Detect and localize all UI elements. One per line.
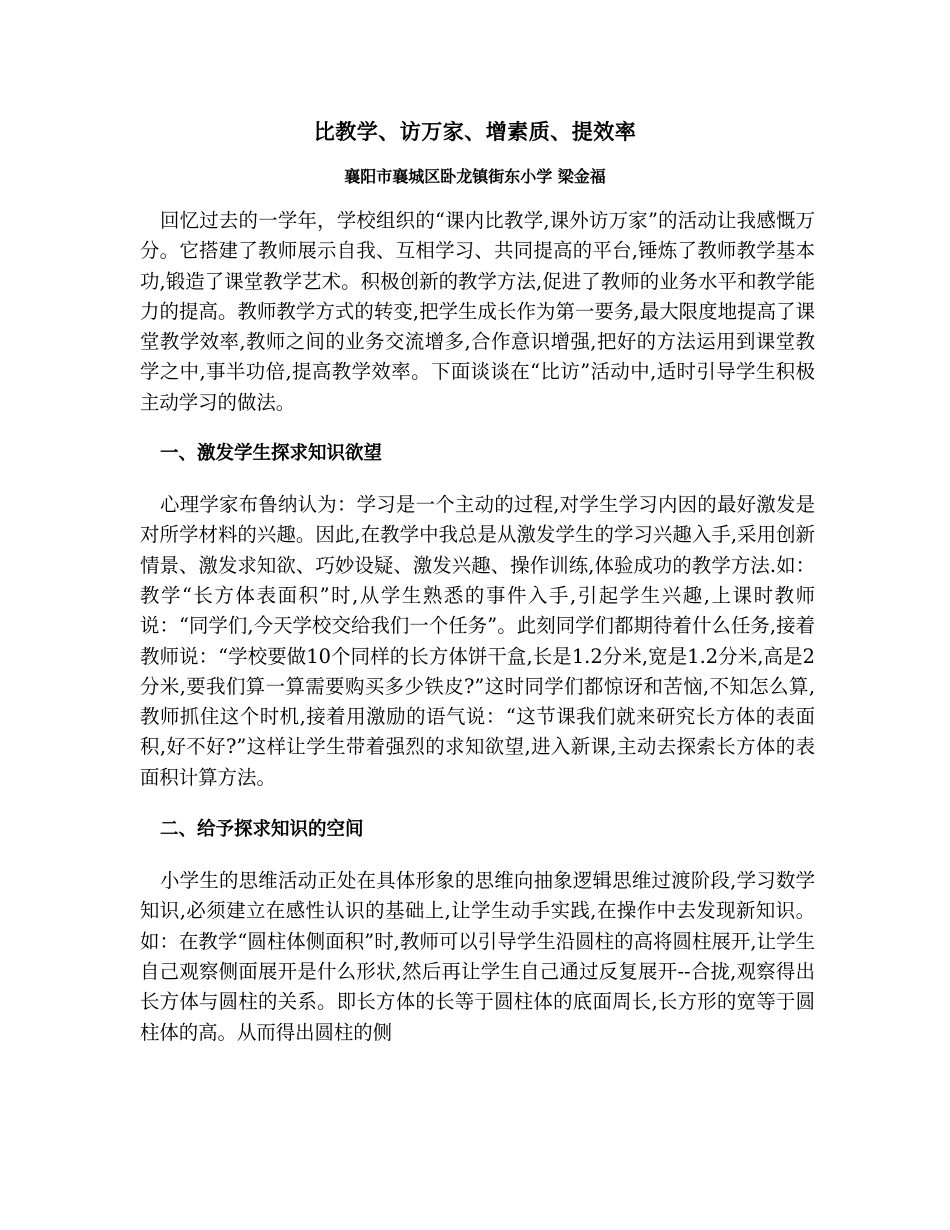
intro-paragraph: 回忆过去的一学年，学校组织的“课内比教学,课外访万家”的活动让我感慨万分。它搭建了教师展示自我、互相学习、共同提高的平台,锤炼了教师教学基本功,锻造了课堂教学艺术。积极创新的教学方法,促进了教师的业务水平和教学能力的提高。教师教学方式的转变,把学生成长作为第一要务,最大限度地提高了课堂教学效率,教师之间的业务交流增多,合作意识增强,把好的方法运用到课堂教学之中,事半功倍,提高教学效率。下面谈谈在“比访”活动中,适时引导学生积极主动学习的做法。 — [140, 209, 815, 414]
section-1-paragraph: 心理学家布鲁纳认为：学习是一个主动的过程,对学生学习内因的最好激发是对所学材料的兴趣。因此,在教学中我总是从激发学生的学习兴趣入手,采用创新情景、激发求知欲、巧妙设疑、激发兴趣、操作训练,体验成功的教学方法.如：教学“长方体表面积”时,从学生熟悉的事件入手,引起学生兴趣,上课时教师说：“同学们,今天学校交给我们一个任务”。此刻同学们都期待着什么任务,接着教师说：“学校要做10个同样的长方体饼干盒,长是1.2分米,宽是1.2分米,高是2分米,要我们算一算需要购买多少铁皮?”这时同学们都惊讶和苦恼,不知怎么算,教师抓住这个时机,接着用激励的语气说：“这节课我们就来研究长方体的表面积,好不好?”这样让学生带着强烈的求知欲望,进入新课,主动去探索长方体的表面积计算方法。 — [140, 493, 815, 789]
section-heading-2: 二、给予探求知识的空间 — [160, 819, 364, 841]
section-heading-1: 一、激发学生探求知识欲望 — [160, 443, 383, 465]
document-title: 比教学、访万家、增素质、提效率 — [313, 119, 637, 144]
section-2-paragraph: 小学生的思维活动正处在具体形象的思维向抽象逻辑思维过渡阶段,学习数学知识,必须建立在感性认识的基础上,让学生动手实践,在操作中去发现新知识。如：在教学“圆柱体侧面积”时,教师可以引导学生沿圆柱的高将圆柱展开,让学生自己观察侧面展开是什么形状,然后再让学生自己通过反复展开--合拢,观察得出长方体与圆柱的关系。即长方体的长等于圆柱体的底面周长,长方形的宽等于圆柱体的高。从而得出圆柱的侧 — [140, 869, 815, 1044]
document-author: 襄阳市襄城区卧龙镇街东小学 梁金福 — [344, 167, 606, 186]
document-body — [140, 206, 815, 1048]
